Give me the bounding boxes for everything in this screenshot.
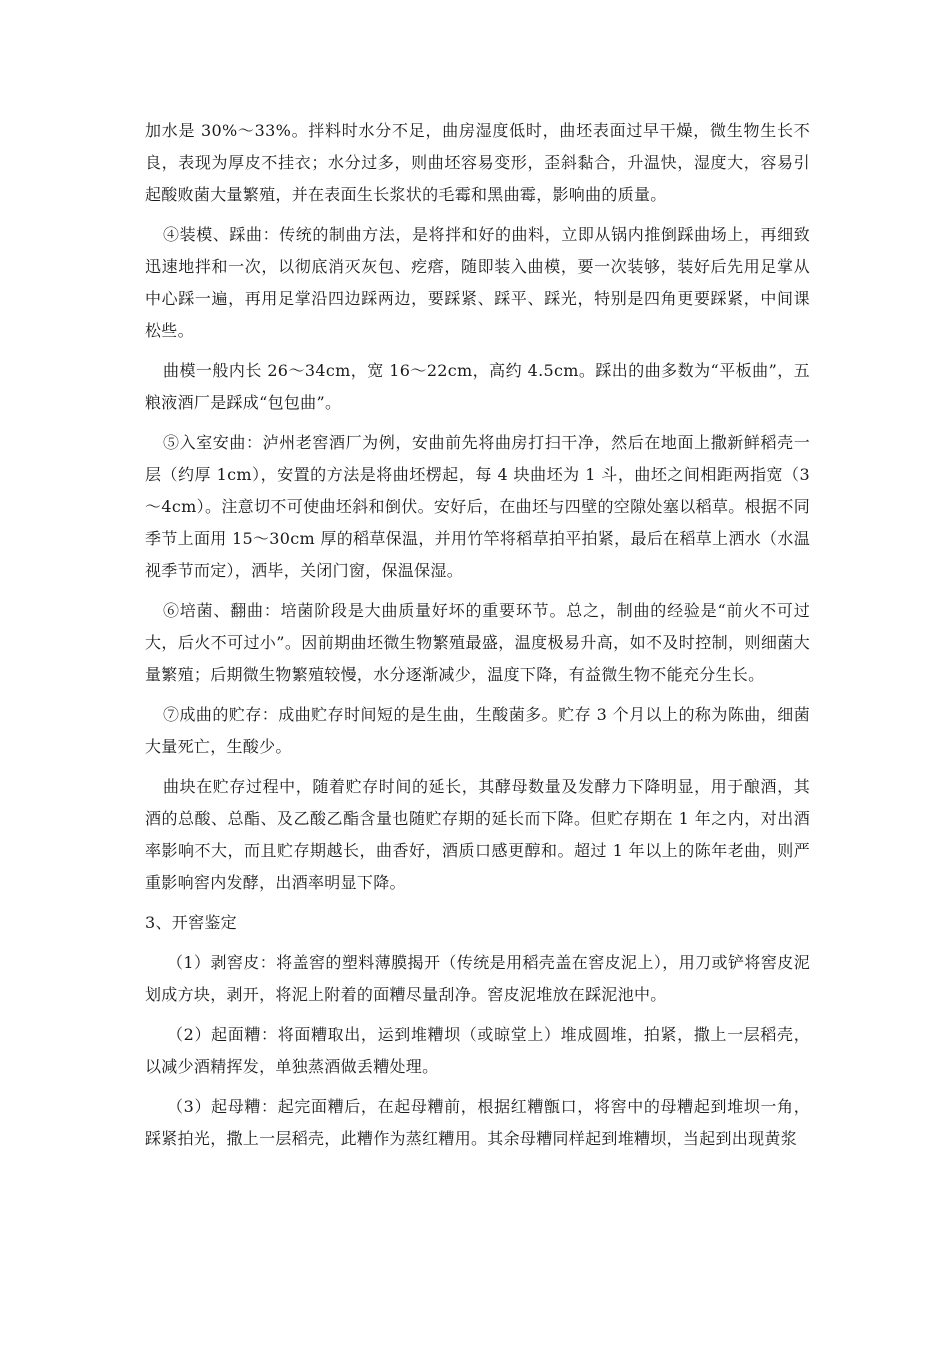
paragraph-moisture: 加水是 30%～33%。拌料时水分不足，曲房湿度低时，曲坯表面过早干燥，微生物生长不良，表现为厚皮不挂衣；水分过多，则曲坯容易变形，歪斜黏合，升温快，湿度大，容易引起酸败菌大量繁殖，并在表面生长浆状的毛霉和黑曲霉，影响曲的质量。 xyxy=(145,121,810,204)
paragraph-face-grains: （2）起面糟：将面糟取出，运到堆糟坝（或晾堂上）堆成圆堆，拍紧，撒上一层稻壳，以减少酒精挥发，单独蒸酒做丢糟处理。 xyxy=(145,1025,810,1076)
paragraph-culturing-turning: ⑥培菌、翻曲：培菌阶段是大曲质量好坏的重要环节。总之，制曲的经验是“前火不可过大，后火不可过小”。因前期曲坯微生物繁殖最盛，温度极易升高，如不及时控制，则细菌大量繁殖；后期微生物繁殖较慢，水分逐渐减少，温度下降，有益微生物不能充分生长。 xyxy=(145,601,810,684)
section-heading-pit-opening: 3、开窖鉴定 xyxy=(145,913,237,932)
paragraph-molding-stepping: ④装模、踩曲：传统的制曲方法，是将拌和好的曲料，立即从锅内推倒踩曲场上，再细致迅速地拌和一次，以彻底消灭灰包、疙瘩，随即装入曲模，要一次装够，装好后先用足掌从中心踩一遍，再用足掌沿四边踩两边，要踩紧、踩平、踩光，特别是四角更要踩紧，中间课松些。 xyxy=(145,225,810,340)
document-body xyxy=(145,115,810,1163)
paragraph-storage: ⑦成曲的贮存：成曲贮存时间短的是生曲，生酸菌多。贮存 3 个月以上的称为陈曲，细菌大量死亡，生酸少。 xyxy=(145,705,810,756)
paragraph-mold-size: 曲模一般内长 26～34cm，宽 16～22cm，高约 4.5cm。踩出的曲多数为“平板曲”，五粮液酒厂是踩成“包包曲”。 xyxy=(145,361,810,412)
paragraph-placing-koji: ⑤入室安曲：泸州老窖酒厂为例，安曲前先将曲房打扫干净，然后在地面上撒新鲜稻壳一层（约厚 1cm），安置的方法是将曲坯楞起，每 4 块曲坯为 1 斗，曲坯之间相距两指宽（3～4cm）。注意切不可使曲坯斜和倒伏。安好后，在曲坯与四壁的空隙处塞以稻草。根据不同季节上面用 15～30cm 厚的稻草保温，并用竹竿将稻草拍平拍紧，最后在稻草上洒水（水温视季节而定），洒毕，关闭门窗，保温保湿。 xyxy=(145,433,810,580)
paragraph-mother-grains: （3）起母糟：起完面糟后，在起母糟前，根据红糟甑口，将窖中的母糟起到堆坝一角，踩紧拍光，撒上一层稻壳，此糟作为蒸红糟用。其余母糟同样起到堆糟坝，当起到出现黄浆 xyxy=(145,1097,810,1148)
paragraph-peel-pit-skin: （1）剥窖皮：将盖窖的塑料薄膜揭开（传统是用稻壳盖在窖皮泥上），用刀或铲将窖皮泥划成方块，剥开，将泥上附着的面糟尽量刮净。窖皮泥堆放在踩泥池中。 xyxy=(145,953,810,1004)
paragraph-storage-effects: 曲块在贮存过程中，随着贮存时间的延长，其酵母数量及发酵力下降明显，用于酿酒，其酒的总酸、总酯、及乙酸乙酯含量也随贮存期的延长而下降。但贮存期在 1 年之内，对出酒率影响不大，而且贮存期越长，曲香好，酒质口感更醇和。超过 1 年以上的陈年老曲，则严重影响窖内发酵，出酒率明显下降。 xyxy=(145,777,810,892)
